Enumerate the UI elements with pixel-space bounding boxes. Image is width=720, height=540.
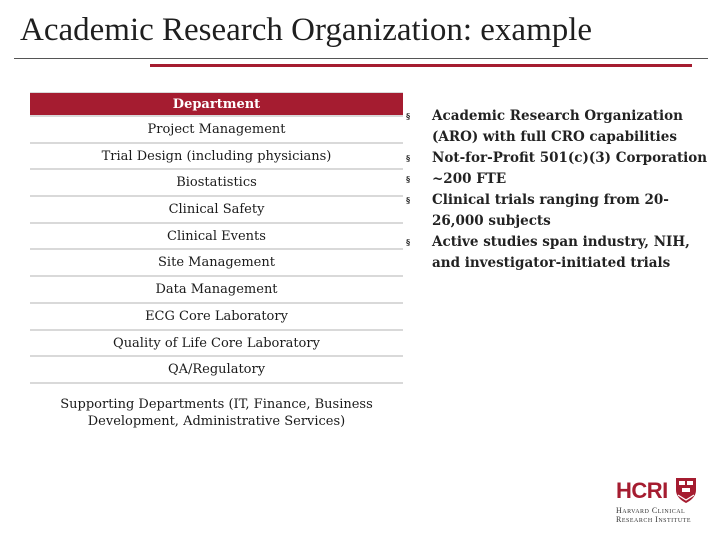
bullet-text: Academic Research Organization (ARO) with full CRO capabilities: [432, 108, 683, 145]
hcri-logo: [606, 474, 702, 530]
table-row: Project Management: [30, 117, 403, 142]
bullet-item: [402, 232, 717, 274]
table-row: Quality of Life Core Laboratory: [30, 331, 403, 355]
bullet-item: [402, 190, 717, 232]
bullet-text: Active studies span industry, NIH, and investigator-initiated trials: [432, 234, 690, 271]
table-row: Biostatistics: [30, 170, 403, 195]
table-row: Data Management: [30, 277, 403, 302]
logo-subtitle-line1: Harvard Clinical: [616, 506, 686, 515]
table-row: Supporting Departments (IT, Finance, Business Development, Administrative Services): [30, 384, 403, 442]
bullet-marker-icon: §: [406, 195, 411, 205]
bullet-item: [402, 106, 717, 148]
logo-subtitle: [616, 506, 691, 524]
bullet-text: Not-for-Profit 501(c)(3) Corporation: [432, 150, 708, 166]
table-row: QA/Regulatory: [30, 357, 403, 382]
logo-wordmark: HCRI: [616, 478, 668, 503]
bullet-text: ~200 FTE: [432, 171, 507, 187]
table-row: Trial Design (including physicians): [30, 144, 403, 168]
slide-title: Academic Research Organization: example: [20, 12, 593, 48]
bullet-text: Clinical trials ranging from 20-26,000 subjects: [432, 192, 669, 229]
table-header-label: Department: [172, 97, 261, 112]
table-row: Site Management: [30, 250, 403, 275]
harvard-shield-icon: [674, 476, 698, 504]
table-row: ECG Core Laboratory: [30, 304, 403, 329]
table-row: Clinical Events: [30, 224, 403, 248]
title-divider: [14, 58, 708, 59]
bullet-list: [402, 106, 717, 274]
bullet-item: [402, 169, 717, 190]
table-row: Clinical Safety: [30, 197, 403, 222]
bullet-marker-icon: §: [406, 237, 411, 247]
title-accent-bar: [150, 64, 692, 67]
bullet-marker-icon: §: [406, 153, 411, 163]
logo-subtitle-line2: Research Institute: [616, 515, 691, 524]
table-header: [30, 93, 403, 115]
bullet-item: [402, 148, 717, 169]
bullet-marker-icon: §: [406, 111, 411, 121]
department-table: [30, 92, 403, 442]
bullet-marker-icon: §: [406, 174, 411, 184]
